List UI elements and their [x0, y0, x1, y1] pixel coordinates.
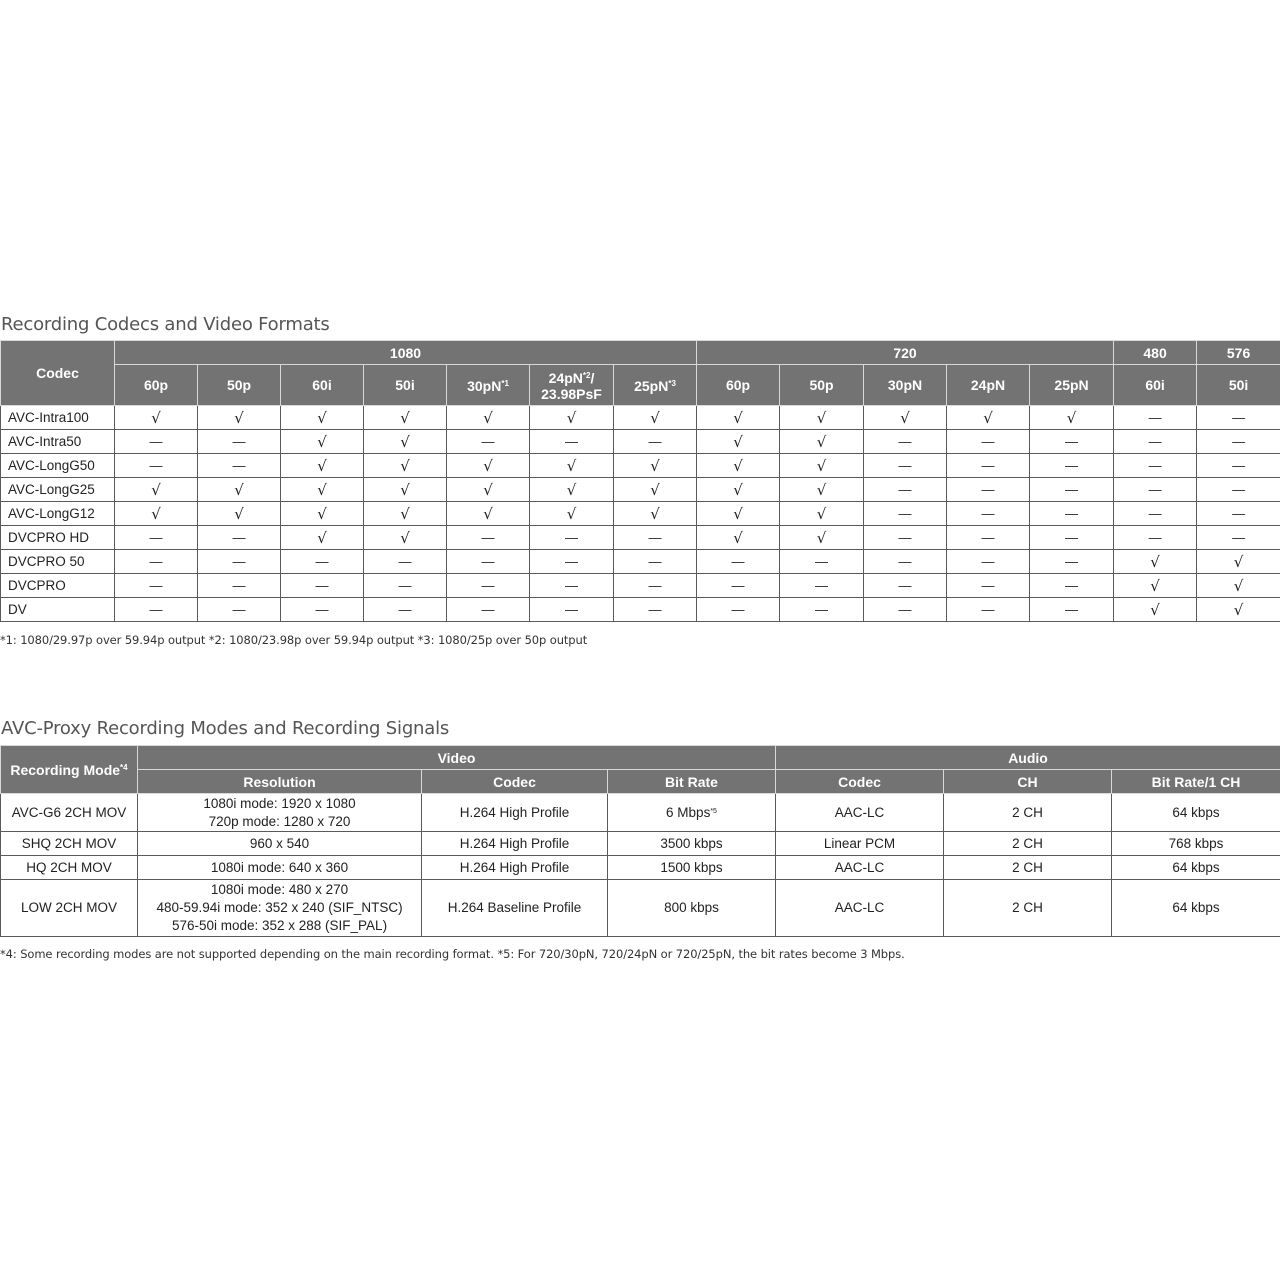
format-group-header-720: 720 — [697, 341, 1114, 365]
unsupported-dash-icon: — — [1030, 574, 1114, 598]
unsupported-dash-icon: — — [614, 598, 697, 622]
unsupported-dash-icon: — — [115, 430, 198, 454]
unsupported-dash-icon: — — [198, 526, 281, 550]
proxy-sub-header: Bit Rate — [608, 770, 776, 794]
unsupported-dash-icon: — — [115, 454, 198, 478]
resolution-line: 576-50i mode: 352 x 288 (SIF_PAL) — [171, 918, 388, 933]
codec-column-header: Codec — [1, 341, 115, 406]
supported-check-icon: √ — [447, 406, 530, 430]
audio-codec-cell: AAC-LC — [776, 794, 944, 832]
unsupported-dash-icon: — — [1030, 478, 1114, 502]
unsupported-dash-icon: — — [281, 598, 364, 622]
proxy-sub-header: Resolution — [138, 770, 422, 794]
supported-check-icon: √ — [1197, 574, 1280, 598]
supported-check-icon: √ — [697, 502, 780, 526]
resolution-line: 720p mode: 1280 x 720 — [208, 813, 351, 829]
unsupported-dash-icon: — — [1197, 406, 1280, 430]
supported-check-icon: √ — [780, 454, 864, 478]
unsupported-dash-icon: — — [1114, 454, 1197, 478]
codec-name-cell: DVCPRO 50 — [1, 550, 115, 574]
unsupported-dash-icon: — — [1114, 526, 1197, 550]
supported-check-icon: √ — [780, 430, 864, 454]
unsupported-dash-icon: — — [947, 526, 1030, 550]
unsupported-dash-icon: — — [864, 598, 947, 622]
format-header: 25pN — [1030, 365, 1114, 406]
unsupported-dash-icon: — — [530, 598, 614, 622]
unsupported-dash-icon: — — [1114, 406, 1197, 430]
audio-codec-cell: AAC-LC — [776, 880, 944, 937]
codec-row — [1, 454, 1280, 478]
supported-check-icon: √ — [697, 454, 780, 478]
resolution-line: 480-59.94i mode: 352 x 240 (SIF_NTSC) — [156, 900, 403, 915]
supported-check-icon: √ — [780, 502, 864, 526]
unsupported-dash-icon: — — [1197, 454, 1280, 478]
video-codec-cell: H.264 High Profile — [422, 856, 608, 880]
resolution-line: 960 x 540 — [249, 835, 310, 851]
supported-check-icon: √ — [780, 478, 864, 502]
format-header: 50i — [1197, 365, 1280, 406]
supported-check-icon: √ — [281, 502, 364, 526]
video-codec-cell: H.264 Baseline Profile — [422, 880, 608, 937]
format-group-header-576: 576 — [1197, 341, 1280, 365]
unsupported-dash-icon: — — [530, 550, 614, 574]
unsupported-dash-icon: — — [780, 550, 864, 574]
codec-name-cell: AVC-LongG50 — [1, 454, 115, 478]
unsupported-dash-icon: — — [530, 430, 614, 454]
unsupported-dash-icon: — — [447, 574, 530, 598]
unsupported-dash-icon: — — [864, 574, 947, 598]
supported-check-icon: √ — [530, 454, 614, 478]
format-header: $24pN^{*2}/$ 23.98PsF — [530, 365, 614, 406]
unsupported-dash-icon: — — [115, 574, 198, 598]
format-group-header-480: 480 — [1114, 341, 1197, 365]
supported-check-icon: √ — [864, 406, 947, 430]
unsupported-dash-icon: — — [1197, 478, 1280, 502]
supported-check-icon: √ — [198, 406, 281, 430]
unsupported-dash-icon: — — [364, 598, 447, 622]
unsupported-dash-icon: — — [198, 550, 281, 574]
unsupported-dash-icon: — — [115, 598, 198, 622]
codec-row — [1, 550, 1280, 574]
supported-check-icon: √ — [697, 406, 780, 430]
recording-mode-cell: HQ 2CH MOV — [1, 856, 138, 880]
unsupported-dash-icon: — — [864, 526, 947, 550]
unsupported-dash-icon: — — [447, 430, 530, 454]
unsupported-dash-icon: — — [530, 574, 614, 598]
supported-check-icon: √ — [697, 478, 780, 502]
supported-check-icon: √ — [364, 430, 447, 454]
recording-mode-cell: AVC-G6 2CH MOV — [1, 794, 138, 832]
supported-check-icon: √ — [697, 430, 780, 454]
unsupported-dash-icon: — — [1030, 550, 1114, 574]
unsupported-dash-icon: — — [198, 454, 281, 478]
video-bit-rate-cell: 6 Mbps$^{*5}$ — [608, 794, 776, 832]
supported-check-icon: √ — [780, 406, 864, 430]
supported-check-icon: √ — [530, 502, 614, 526]
video-group-header: Video — [138, 746, 776, 770]
video-bit-rate-cell: 800 kbps — [608, 880, 776, 937]
unsupported-dash-icon: — — [947, 454, 1030, 478]
supported-check-icon: √ — [281, 526, 364, 550]
unsupported-dash-icon: — — [364, 550, 447, 574]
recording-mode-cell: SHQ 2CH MOV — [1, 832, 138, 856]
supported-check-icon: √ — [198, 478, 281, 502]
format-header: 60i — [1114, 365, 1197, 406]
supported-check-icon: √ — [614, 502, 697, 526]
unsupported-dash-icon: — — [864, 550, 947, 574]
format-header: 50i — [364, 365, 447, 406]
supported-check-icon: √ — [1197, 598, 1280, 622]
video-bit-rate-cell: 1500 kbps — [608, 856, 776, 880]
recording-mode-header: Recording Mode$^{*4}$ — [1, 746, 138, 794]
format-header: 30pN — [864, 365, 947, 406]
unsupported-dash-icon: — — [947, 502, 1030, 526]
unsupported-dash-icon: — — [1030, 430, 1114, 454]
unsupported-dash-icon: — — [780, 598, 864, 622]
supported-check-icon: √ — [364, 526, 447, 550]
supported-check-icon: √ — [1197, 550, 1280, 574]
unsupported-dash-icon: — — [697, 598, 780, 622]
unsupported-dash-icon: — — [281, 574, 364, 598]
unsupported-dash-icon: — — [198, 430, 281, 454]
supported-check-icon: √ — [780, 526, 864, 550]
proxy-sub-header: Codec — [422, 770, 608, 794]
unsupported-dash-icon: — — [447, 550, 530, 574]
supported-check-icon: √ — [364, 502, 447, 526]
codec-name-cell: DV — [1, 598, 115, 622]
supported-check-icon: √ — [1030, 406, 1114, 430]
unsupported-dash-icon: — — [447, 598, 530, 622]
audio-group-header: Audio — [776, 746, 1280, 770]
recording-mode-cell: LOW 2CH MOV — [1, 880, 138, 937]
proxy-row — [1, 832, 1280, 856]
proxy-sub-header: Codec — [776, 770, 944, 794]
codec-table-footnote: *1: 1080/29.97p over 59.94p output *2: 1080/23.98p over 59.94p output *3: 1080/25p over 50p output — [0, 633, 588, 647]
codec-row — [1, 502, 1280, 526]
supported-check-icon: √ — [364, 454, 447, 478]
codec-name-cell: DVCPRO HD — [1, 526, 115, 550]
unsupported-dash-icon: — — [1030, 502, 1114, 526]
unsupported-dash-icon: — — [1030, 598, 1114, 622]
proxy-row — [1, 794, 1280, 832]
audio-bit-rate-cell: 64 kbps — [1112, 880, 1280, 937]
proxy-recording-table — [0, 745, 1280, 937]
video-codec-cell: H.264 High Profile — [422, 794, 608, 832]
supported-check-icon: √ — [115, 502, 198, 526]
supported-check-icon: √ — [447, 454, 530, 478]
audio-channel-cell: 2 CH — [944, 794, 1112, 832]
codec-row — [1, 574, 1280, 598]
unsupported-dash-icon: — — [947, 598, 1030, 622]
codec-name-cell: DVCPRO — [1, 574, 115, 598]
unsupported-dash-icon: — — [1197, 526, 1280, 550]
unsupported-dash-icon: — — [198, 598, 281, 622]
proxy-table-title: AVC-Proxy Recording Modes and Recording Signals — [1, 718, 450, 739]
audio-bit-rate-cell: 768 kbps — [1112, 832, 1280, 856]
unsupported-dash-icon: — — [864, 454, 947, 478]
resolution-line: 1080i mode: 480 x 270 — [210, 882, 349, 897]
supported-check-icon: √ — [614, 454, 697, 478]
proxy-row — [1, 880, 1280, 937]
proxy-table-footnote: *4: Some recording modes are not supported depending on the main recording format. *5: For 720/30pN, 720/24pN or 720/25pN, the bit rates become 3 Mbps. — [0, 947, 905, 961]
unsupported-dash-icon: — — [864, 502, 947, 526]
supported-check-icon: √ — [198, 502, 281, 526]
resolution-cell — [138, 880, 422, 937]
supported-check-icon: √ — [115, 406, 198, 430]
audio-bit-rate-cell: 64 kbps — [1112, 856, 1280, 880]
supported-check-icon: √ — [281, 430, 364, 454]
codec-name-cell: AVC-LongG25 — [1, 478, 115, 502]
resolution-cell — [138, 832, 422, 856]
unsupported-dash-icon: — — [697, 574, 780, 598]
unsupported-dash-icon: — — [864, 430, 947, 454]
unsupported-dash-icon: — — [1030, 454, 1114, 478]
audio-channel-cell: 2 CH — [944, 856, 1112, 880]
format-header: 24pN — [947, 365, 1030, 406]
resolution-cell — [138, 794, 422, 832]
audio-codec-cell: Linear PCM — [776, 832, 944, 856]
audio-codec-cell: AAC-LC — [776, 856, 944, 880]
unsupported-dash-icon: — — [1114, 430, 1197, 454]
supported-check-icon: √ — [614, 406, 697, 430]
supported-check-icon: √ — [1114, 574, 1197, 598]
proxy-sub-header: CH — [944, 770, 1112, 794]
unsupported-dash-icon: — — [614, 550, 697, 574]
codec-row — [1, 430, 1280, 454]
supported-check-icon: √ — [364, 406, 447, 430]
unsupported-dash-icon: — — [115, 550, 198, 574]
unsupported-dash-icon: — — [1114, 502, 1197, 526]
supported-check-icon: √ — [1114, 598, 1197, 622]
supported-check-icon: √ — [281, 406, 364, 430]
supported-check-icon: √ — [281, 454, 364, 478]
supported-check-icon: √ — [1114, 550, 1197, 574]
supported-check-icon: √ — [364, 478, 447, 502]
format-header: $25pN^{*3}$ — [614, 365, 697, 406]
audio-channel-cell: 2 CH — [944, 880, 1112, 937]
supported-check-icon: √ — [115, 478, 198, 502]
codec-table-title: Recording Codecs and Video Formats — [1, 314, 330, 335]
codec-row — [1, 598, 1280, 622]
resolution-cell — [138, 856, 422, 880]
unsupported-dash-icon: — — [364, 574, 447, 598]
unsupported-dash-icon: — — [281, 550, 364, 574]
unsupported-dash-icon: — — [1030, 526, 1114, 550]
supported-check-icon: √ — [530, 478, 614, 502]
supported-check-icon: √ — [614, 478, 697, 502]
unsupported-dash-icon: — — [697, 550, 780, 574]
unsupported-dash-icon: — — [1114, 478, 1197, 502]
unsupported-dash-icon: — — [530, 526, 614, 550]
format-header: $30pN^{*1}$ — [447, 365, 530, 406]
resolution-line: 1080i mode: 640 x 360 — [210, 859, 349, 875]
supported-check-icon: √ — [530, 406, 614, 430]
unsupported-dash-icon: — — [947, 550, 1030, 574]
unsupported-dash-icon: — — [947, 430, 1030, 454]
unsupported-dash-icon: — — [198, 574, 281, 598]
unsupported-dash-icon: — — [1197, 502, 1280, 526]
audio-channel-cell: 2 CH — [944, 832, 1112, 856]
codec-row — [1, 526, 1280, 550]
supported-check-icon: √ — [447, 478, 530, 502]
codec-name-cell: AVC-LongG12 — [1, 502, 115, 526]
video-bit-rate-cell: 3500 kbps — [608, 832, 776, 856]
codec-name-cell: AVC-Intra50 — [1, 430, 115, 454]
unsupported-dash-icon: — — [115, 526, 198, 550]
supported-check-icon: √ — [697, 526, 780, 550]
codec-name-cell: AVC-Intra100 — [1, 406, 115, 430]
unsupported-dash-icon: — — [1197, 430, 1280, 454]
proxy-sub-header: Bit Rate/1 CH — [1112, 770, 1280, 794]
format-group-header-1080: 1080 — [115, 341, 697, 365]
codec-row — [1, 478, 1280, 502]
supported-check-icon: √ — [947, 406, 1030, 430]
format-header: 60i — [281, 365, 364, 406]
audio-bit-rate-cell: 64 kbps — [1112, 794, 1280, 832]
unsupported-dash-icon: — — [780, 574, 864, 598]
unsupported-dash-icon: — — [864, 478, 947, 502]
unsupported-dash-icon: — — [447, 526, 530, 550]
unsupported-dash-icon: — — [614, 430, 697, 454]
video-codec-cell: H.264 High Profile — [422, 832, 608, 856]
unsupported-dash-icon: — — [614, 526, 697, 550]
proxy-row — [1, 856, 1280, 880]
format-header: 60p — [115, 365, 198, 406]
format-header: 50p — [198, 365, 281, 406]
codec-format-table — [0, 340, 1280, 622]
unsupported-dash-icon: — — [947, 574, 1030, 598]
codec-row — [1, 406, 1280, 430]
unsupported-dash-icon: — — [947, 478, 1030, 502]
format-header: 50p — [780, 365, 864, 406]
format-header: 60p — [697, 365, 780, 406]
supported-check-icon: √ — [281, 478, 364, 502]
supported-check-icon: √ — [447, 502, 530, 526]
unsupported-dash-icon: — — [614, 574, 697, 598]
resolution-line: 1080i mode: 1920 x 1080 — [203, 795, 356, 811]
